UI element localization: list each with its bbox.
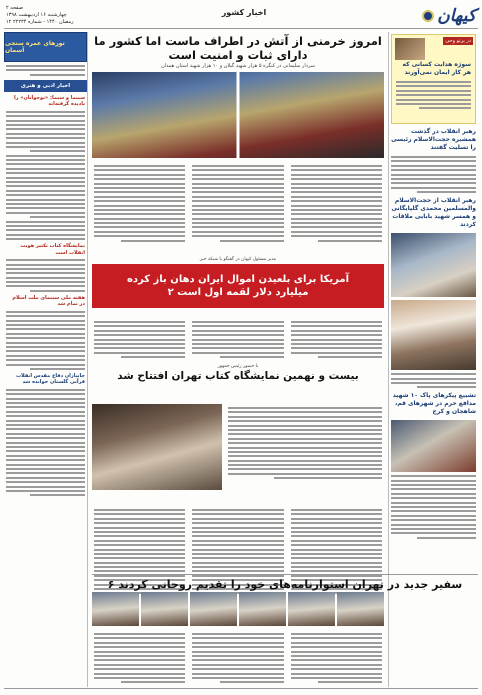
article-body [6, 389, 85, 496]
funeral-photo [391, 420, 476, 472]
article-body [391, 373, 476, 388]
book-fair-headline[interactable]: بیست و نهمین نمایشگاه کتاب تهران افتتاح شد [117, 370, 359, 382]
article-body [228, 407, 382, 482]
arts-section-banner: اخبار ادبی و هنری [4, 80, 87, 92]
ambassador-photo [141, 592, 188, 626]
banner-line-1: آمریکا برای بلعیدن اموال ایران دهان باز کرده [126, 274, 350, 285]
ambassador-photo [92, 592, 139, 626]
page-header [4, 3, 478, 29]
page-number: صفحه ۲ [6, 5, 23, 11]
ad-label: تورهای عمره سنجی آسمان [5, 40, 65, 54]
quran-image [395, 38, 425, 60]
banner-kicker: مدیر مسئول کیهان در گفتگو با شبکه خبر [199, 257, 277, 262]
ad-text [6, 65, 85, 76]
article-headline[interactable]: جانبازان دفاع مقدس انقلاب قرآنی گلستان خوانده شد [16, 372, 85, 386]
lead-article-columns [92, 162, 384, 247]
article-body [94, 633, 185, 686]
logo-wordmark: کیهان [437, 6, 476, 26]
article-headline[interactable]: هفته ملی سینمای ملت اسلام در تمام شد [12, 294, 85, 308]
lead-headline[interactable]: امروز خرمنی از آتش در اطراف ماست اما کشور ما دارای ثبات و امنیت است [94, 34, 382, 62]
banner-article-columns [92, 318, 384, 364]
box-title[interactable]: سوژه هدایت کسانی که هر کار ایمان نمی‌آورند [402, 61, 471, 76]
article-body [6, 259, 85, 292]
article-body [291, 321, 382, 361]
article-body [192, 633, 283, 686]
book-fair-kicker: با حضور رئیس جمهور [217, 364, 259, 369]
lead-photo [92, 72, 384, 158]
article-body [291, 165, 382, 244]
box-body [396, 81, 471, 109]
emblem-icon [422, 10, 434, 22]
banner-line-2: ۲ میلیارد دلار لقمه اول است [167, 287, 309, 298]
article-headline[interactable]: رهبر انقلاب در گذشت همشیره حجت‌الاسلام رئیسی را تسلیت گفتند [391, 128, 476, 151]
ambassadors-article [92, 630, 384, 689]
article-headline[interactable]: نمایشگاه کتاب تکثیر هویت انقلاب است [20, 243, 85, 256]
article-body [94, 321, 185, 361]
lead-kicker: سردار سلیمانی در کنگره ۵ هزار شهید گیلان و ۱۰ هزار شهید استان همدان [161, 63, 315, 69]
ambassador-photo [190, 592, 237, 626]
issue-date: چهارشنبه ۱۶ اردیبهشت ۱۳۹۸ [6, 12, 67, 18]
ambassadors-headline[interactable]: ۶ سفیر جدید در تهران استوارنامه‌های خود را تقدیم روحانی کردند [92, 574, 478, 592]
ambassador-photo [337, 592, 384, 626]
article-body [6, 111, 85, 240]
article-headline[interactable]: سینما و سیما: «نوجوانان» را نادیده گرفته‌اند [13, 94, 85, 108]
article-body [391, 156, 476, 193]
ad-box[interactable] [4, 32, 87, 62]
red-headline-banner[interactable] [92, 264, 384, 308]
dateline [6, 5, 116, 26]
book-fair-photo [92, 404, 222, 490]
article-body [391, 475, 476, 538]
article-headline[interactable]: تشییع پیکرهای پاک ۱۰ شهید مدافع حرم در شهرهای قم، شاهجان و کرج [392, 392, 476, 416]
quran-box [391, 34, 476, 124]
section-title: اخبار کشور [221, 8, 267, 17]
article-body [94, 165, 185, 244]
hospital-visit-photo [391, 300, 476, 370]
banner-article [92, 314, 384, 364]
article-body [192, 321, 283, 361]
left-column [4, 32, 88, 687]
leader-meeting-photo [391, 233, 476, 297]
issue-number: ۱۲ رمضان ۱۴۴۰ - شماره ۲۲۲۳۴ [6, 19, 74, 25]
page-footer-rule [4, 688, 478, 693]
ambassador-photo [239, 592, 286, 626]
article-headline[interactable]: رهبر انقلاب از حجت‌الاسلام والمسلمین محمدی گلپایگانی و همسر شهید بابایی ملاقات کردند [391, 197, 476, 229]
masthead-logo [384, 3, 476, 29]
article-body [6, 311, 85, 370]
article-body [291, 633, 382, 686]
box-tag: در پرتو وحی [445, 38, 471, 44]
ambassadors-photo-strip [92, 592, 384, 626]
ambassador-photo [288, 592, 335, 626]
article-body [192, 165, 283, 244]
